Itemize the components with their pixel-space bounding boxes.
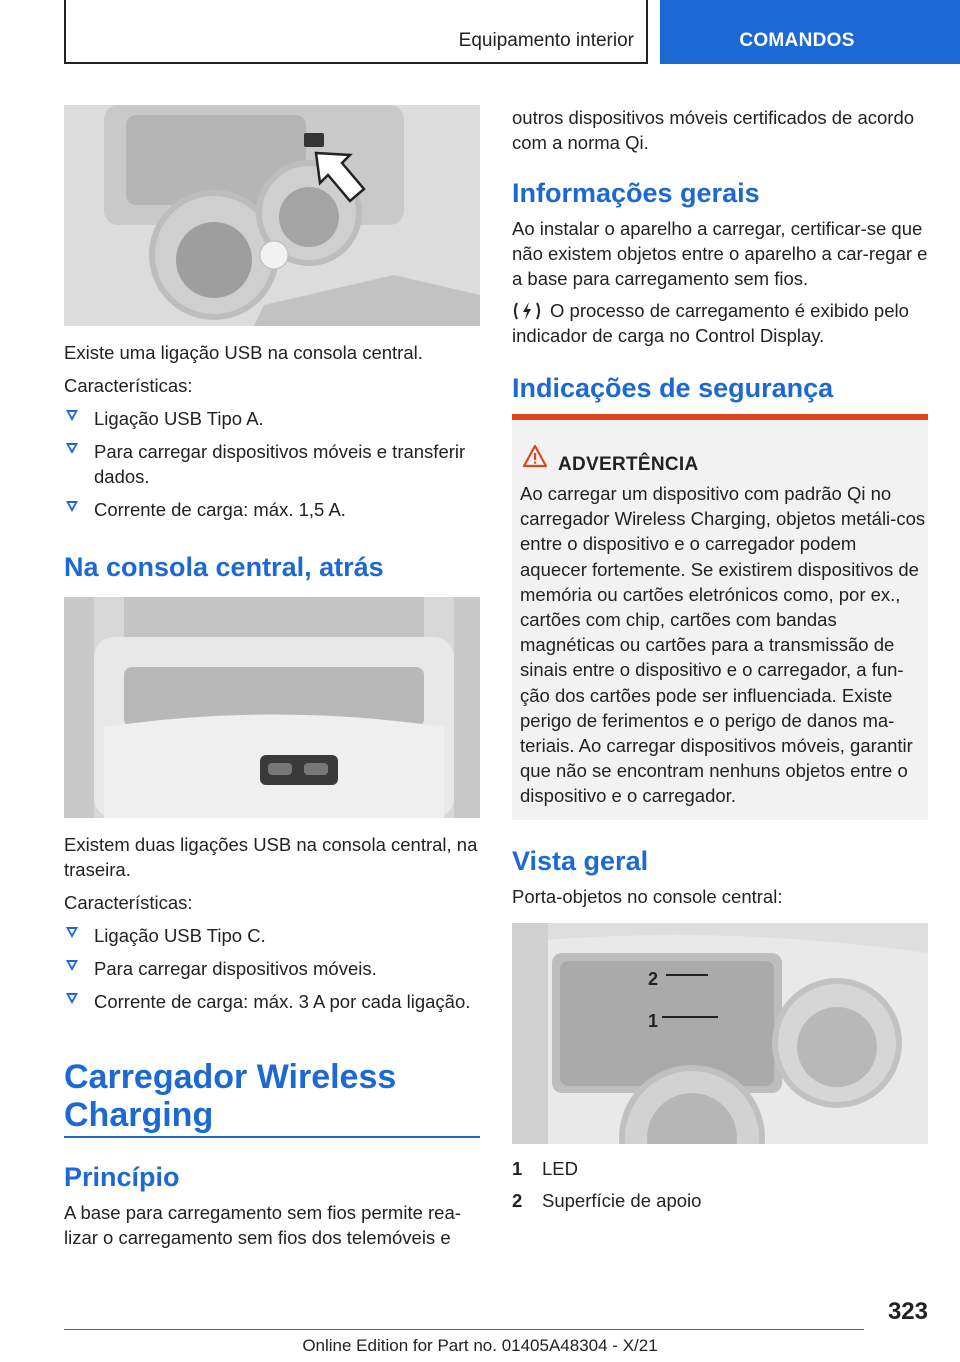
heading-rule <box>64 1136 480 1138</box>
bullet-triangle-icon <box>66 927 78 938</box>
legend-item-1: 1 LED <box>512 1158 578 1179</box>
principle-heading: Princípio <box>64 1162 180 1192</box>
usb-rear-paragraph: Existem duas ligações USB na consola central, na traseira. <box>64 834 478 880</box>
overview-heading: Vista geral <box>512 846 649 876</box>
front-usb-features-list <box>64 406 480 522</box>
callout-1: 1 <box>648 1011 659 1031</box>
warning-title: ADVERTÊNCIA <box>558 454 699 475</box>
edition-footer: Online Edition for Part no. 01405A48304 - X/21 <box>302 1336 658 1355</box>
photo-front-usb-console <box>64 105 480 326</box>
page-number: 323 <box>887 1298 928 1325</box>
left-column-mid <box>64 832 480 1022</box>
warning-box <box>512 414 928 820</box>
list-item: Ligação USB Tipo C. <box>64 923 480 948</box>
display-note <box>512 298 928 348</box>
left-column-top <box>64 340 480 530</box>
callout-2: 2 <box>648 969 659 989</box>
header-section-box <box>64 0 648 64</box>
principle-paragraph: A base para carregamento sem fios permite rea-lizar o carregamento sem fios dos telemóveis e <box>64 1202 461 1248</box>
footer-rule <box>64 1329 864 1330</box>
photo-wireless-charging-tray <box>512 923 928 1144</box>
general-info-heading: Informações gerais <box>512 178 760 208</box>
features-label: Características: <box>64 375 193 396</box>
charging-indicator-icon <box>512 300 542 322</box>
list-item: Corrente de carga: máx. 3 A por cada ligação. <box>64 989 480 1014</box>
header-section-title: Equipamento interior <box>458 30 634 51</box>
legend-item-2: 2 Superfície de apoio <box>512 1190 702 1211</box>
wireless-charging-heading: Carregador Wireless Charging <box>64 1058 397 1134</box>
overview-paragraph: Porta-objetos no console central: <box>512 886 783 907</box>
usb-front-paragraph: Existe uma ligação USB na consola central. <box>64 342 423 363</box>
list-item: Corrente de carga: máx. 1,5 A. <box>64 497 480 522</box>
bullet-triangle-icon <box>66 443 78 454</box>
rear-usb-features-list <box>64 923 480 1014</box>
features-label: Características: <box>64 892 193 913</box>
bullet-triangle-icon <box>66 410 78 421</box>
bullet-triangle-icon <box>66 960 78 971</box>
header-chapter-tab <box>660 0 960 64</box>
list-item: Ligação USB Tipo A. <box>64 406 480 431</box>
safety-heading: Indicações de segurança <box>512 373 834 403</box>
rear-console-heading: Na consola central, atrás <box>64 552 384 582</box>
bullet-triangle-icon <box>66 501 78 512</box>
warning-text: Ao carregar um dispositivo com padrão Qi no carregador Wireless Charging, objetos metáli-cos entre o dispositivo e o carregador podem aquecer fortemente. Se existirem dispositivos de memória ou cartões eletrónicos como, por ex., cartões com chip, cartões com bandas magnéticas ou cartões para a transmissão de sinais entre o dispositivo e o carregador, a fun-ção dos cartões pode ser influenciada. Existe perigo de ferimentos e o perigo de danos ma-teriais. Ao carregar dispositivos móveis, garantir que não se encontram nenhuns objetos entre o dispositivo e o carregador. <box>520 483 926 807</box>
list-item: Para carregar dispositivos móveis e transferir dados. <box>64 439 480 489</box>
photo-rear-usb-console <box>64 597 480 818</box>
display-paragraph: O processo de carregamento é exibido pelo indicador de carga no Control Display. <box>512 300 909 346</box>
warning-triangle-icon <box>522 444 548 468</box>
bullet-triangle-icon <box>66 993 78 1004</box>
general-info-paragraph: Ao instalar o aparelho a carregar, certificar-se que não existem objetos entre o aparelho a car-regar e a base para carregamento sem fios. <box>512 218 928 289</box>
list-item: Para carregar dispositivos móveis. <box>64 956 480 981</box>
header-chapter-title: COMANDOS <box>739 30 855 51</box>
continuation-paragraph: outros dispositivos móveis certificados de acordo com a norma Qi. <box>512 107 915 153</box>
